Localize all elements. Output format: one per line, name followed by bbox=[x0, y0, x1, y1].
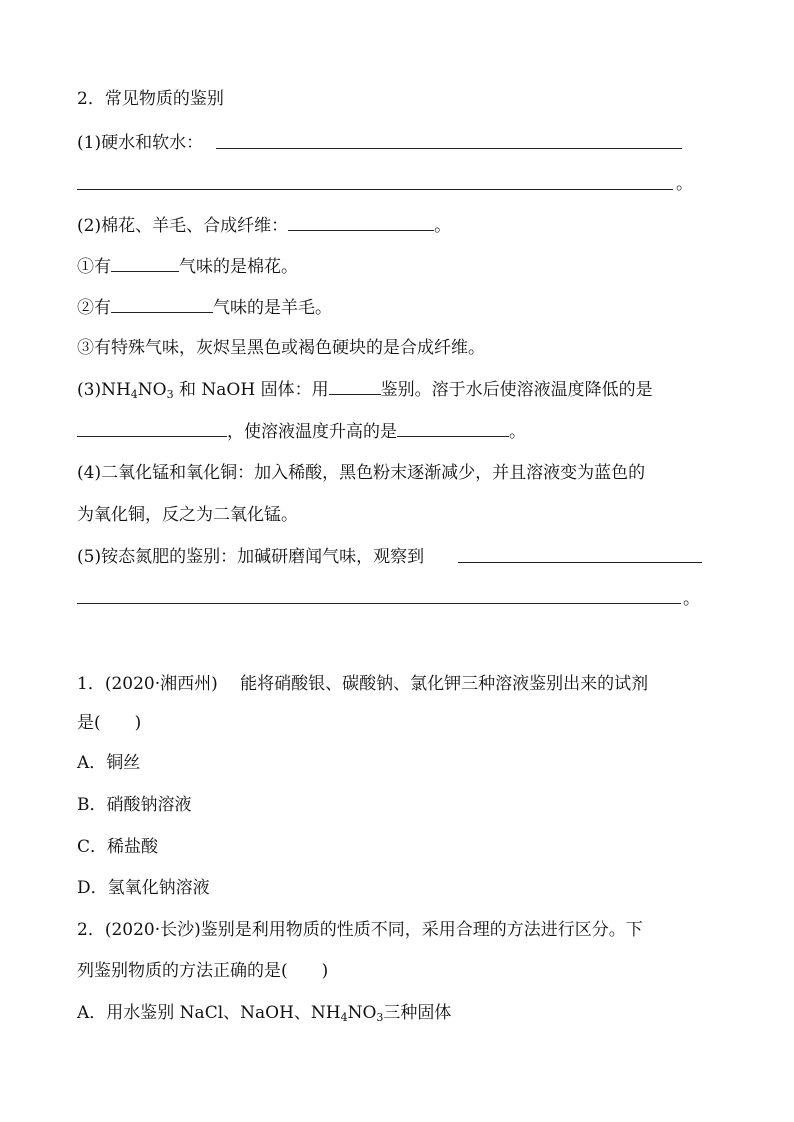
item-3-mid1: NO bbox=[137, 380, 167, 400]
item-3-blank-3[interactable] bbox=[397, 420, 509, 437]
q1-line-1: 1．(2020·湘西州) 能将硝酸银、碳酸钠、氯化钾三种溶液鉴别出来的试剂 bbox=[77, 674, 649, 694]
item-2b-post: 气味的是羊毛。 bbox=[213, 298, 332, 318]
item-4-line-1: (4)二氧化锰和氧化铜：加入稀酸，黑色粉末逐渐减少，并且溶液变为蓝色的 bbox=[77, 463, 646, 483]
q2-option-a-sub1: 4 bbox=[340, 1011, 348, 1024]
q2-option-a-pre: A．用水鉴别 NaCl、NaOH、NH bbox=[77, 1003, 341, 1023]
q1-option-a[interactable]: A．铜丝 bbox=[77, 753, 141, 773]
q2-line-2: 列鉴别物质的方法正确的是( ) bbox=[77, 961, 329, 981]
item-2a bbox=[77, 255, 298, 278]
item-5-blank-a[interactable] bbox=[458, 562, 702, 563]
item-2a-pre: ①有 bbox=[77, 257, 111, 277]
item-3-pre: (3)NH bbox=[77, 380, 131, 400]
item-1 bbox=[77, 132, 203, 154]
item-3-end: 。 bbox=[509, 422, 526, 442]
item-1-end: 。 bbox=[676, 174, 693, 194]
item-3-blank-1[interactable] bbox=[329, 378, 381, 395]
item-1-blank-b[interactable] bbox=[77, 189, 673, 190]
item-3-line2-mid: ，使溶液温度升高的是 bbox=[227, 422, 397, 442]
item-3-mid2: 和 NaOH 固体：用 bbox=[173, 380, 329, 400]
item-3-post: 鉴别。溶于水后使溶液温度降低的是 bbox=[380, 380, 653, 400]
item-2c: ③有特殊气味，灰烬呈黑色或褐色硬块的是合成纤维。 bbox=[77, 338, 485, 358]
item-3-line-1 bbox=[77, 378, 653, 406]
item-2-blank[interactable] bbox=[288, 214, 434, 231]
item-2a-blank[interactable] bbox=[111, 255, 179, 272]
q2-line-1: 2．(2020·长沙)鉴别是利用物质的性质不同，采用合理的方法进行区分。下 bbox=[77, 920, 643, 940]
item-2 bbox=[77, 214, 451, 237]
q1-option-b[interactable]: B．硝酸钠溶液 bbox=[77, 795, 192, 815]
item-2b-blank[interactable] bbox=[111, 296, 213, 313]
item-3-sub1: 4 bbox=[130, 388, 138, 401]
q2-option-a-mid: NO bbox=[347, 1003, 377, 1023]
q2-option-a-post: 三种固体 bbox=[383, 1003, 452, 1023]
q2-option-a-sub2: 3 bbox=[376, 1011, 384, 1024]
item-3-blank-2[interactable] bbox=[77, 420, 227, 437]
q1-option-c[interactable]: C．稀盐酸 bbox=[77, 837, 159, 857]
item-1-blank-a[interactable] bbox=[216, 148, 682, 149]
item-2a-post: 气味的是棉花。 bbox=[179, 257, 298, 277]
item-2b bbox=[77, 296, 332, 319]
item-2-label: (2)棉花、羊毛、合成纤维： bbox=[77, 216, 289, 236]
item-5-blank-b[interactable] bbox=[77, 603, 681, 604]
item-2b-pre: ②有 bbox=[77, 298, 111, 318]
q2-option-a[interactable] bbox=[77, 1002, 451, 1029]
item-1-label: (1)硬水和软水： bbox=[77, 133, 204, 153]
item-3-sub2: 3 bbox=[166, 388, 174, 401]
item-5 bbox=[77, 546, 424, 568]
item-5-end: 。 bbox=[683, 589, 700, 609]
item-2-end: 。 bbox=[434, 216, 452, 236]
q1-option-d[interactable]: D．氢氧化钠溶液 bbox=[77, 878, 210, 898]
item-3-line-2 bbox=[77, 420, 526, 443]
q1-line-2: 是( ) bbox=[77, 713, 142, 733]
item-5-label: (5)铵态氮肥的鉴别：加碱研磨闻气味，观察到 bbox=[77, 547, 425, 567]
section-title: 2．常见物质的鉴别 bbox=[77, 89, 224, 109]
item-4-line-2: 为氧化铜，反之为二氧化锰。 bbox=[77, 505, 298, 525]
